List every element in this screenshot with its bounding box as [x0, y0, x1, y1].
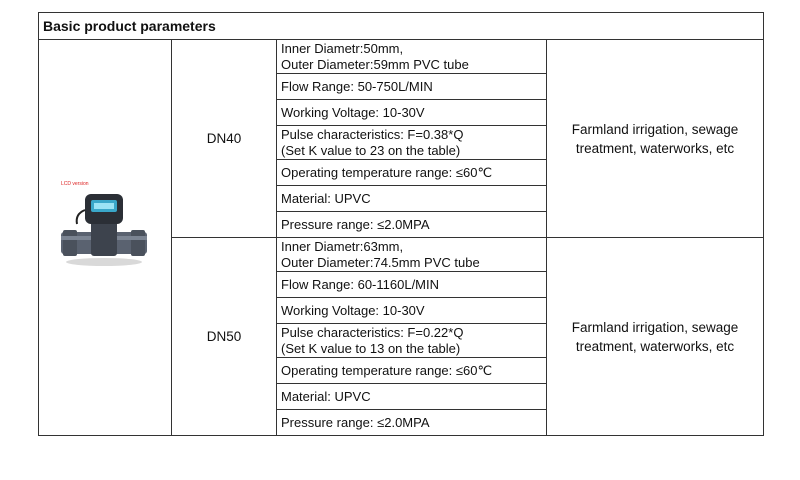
application-dn40: Farmland irrigation, sewage treatment, waterworks, etc	[547, 40, 764, 238]
model-dn50: DN50	[172, 238, 277, 436]
model-dn40: DN40	[172, 40, 277, 238]
param-material: Material: UPVC	[277, 384, 547, 410]
param-voltage: Working Voltage: 10-30V	[277, 100, 547, 126]
application-dn50: Farmland irrigation, sewage treatment, waterworks, etc	[547, 238, 764, 436]
param-pressure: Pressure range: ≤2.0MPA	[277, 212, 547, 238]
param-dimensions: Inner Diametr:63mm, Outer Diameter:74.5mm PVC tube	[277, 238, 547, 272]
param-pressure: Pressure range: ≤2.0MPA	[277, 410, 547, 436]
flow-meter-image	[61, 190, 147, 268]
parameters-table	[38, 12, 764, 436]
param-dimensions: Inner Diametr:50mm, Outer Diameter:59mm PVC tube	[277, 40, 547, 74]
product-image-cell	[39, 40, 172, 436]
param-pulse: Pulse characteristics: F=0.38*Q (Set K value to 23 on the table)	[277, 126, 547, 160]
param-flow-range: Flow Range: 60-1160L/MIN	[277, 272, 547, 298]
param-flow-range: Flow Range: 50-750L/MIN	[277, 74, 547, 100]
param-temperature: Operating temperature range: ≤60℃	[277, 358, 547, 384]
product-parameters-sheet	[38, 12, 763, 436]
param-voltage: Working Voltage: 10-30V	[277, 298, 547, 324]
image-caption: LCD version	[61, 181, 89, 187]
param-pulse: Pulse characteristics: F=0.22*Q (Set K value to 13 on the table)	[277, 324, 547, 358]
param-material: Material: UPVC	[277, 186, 547, 212]
param-temperature: Operating temperature range: ≤60℃	[277, 160, 547, 186]
table-header: Basic product parameters	[39, 13, 764, 40]
